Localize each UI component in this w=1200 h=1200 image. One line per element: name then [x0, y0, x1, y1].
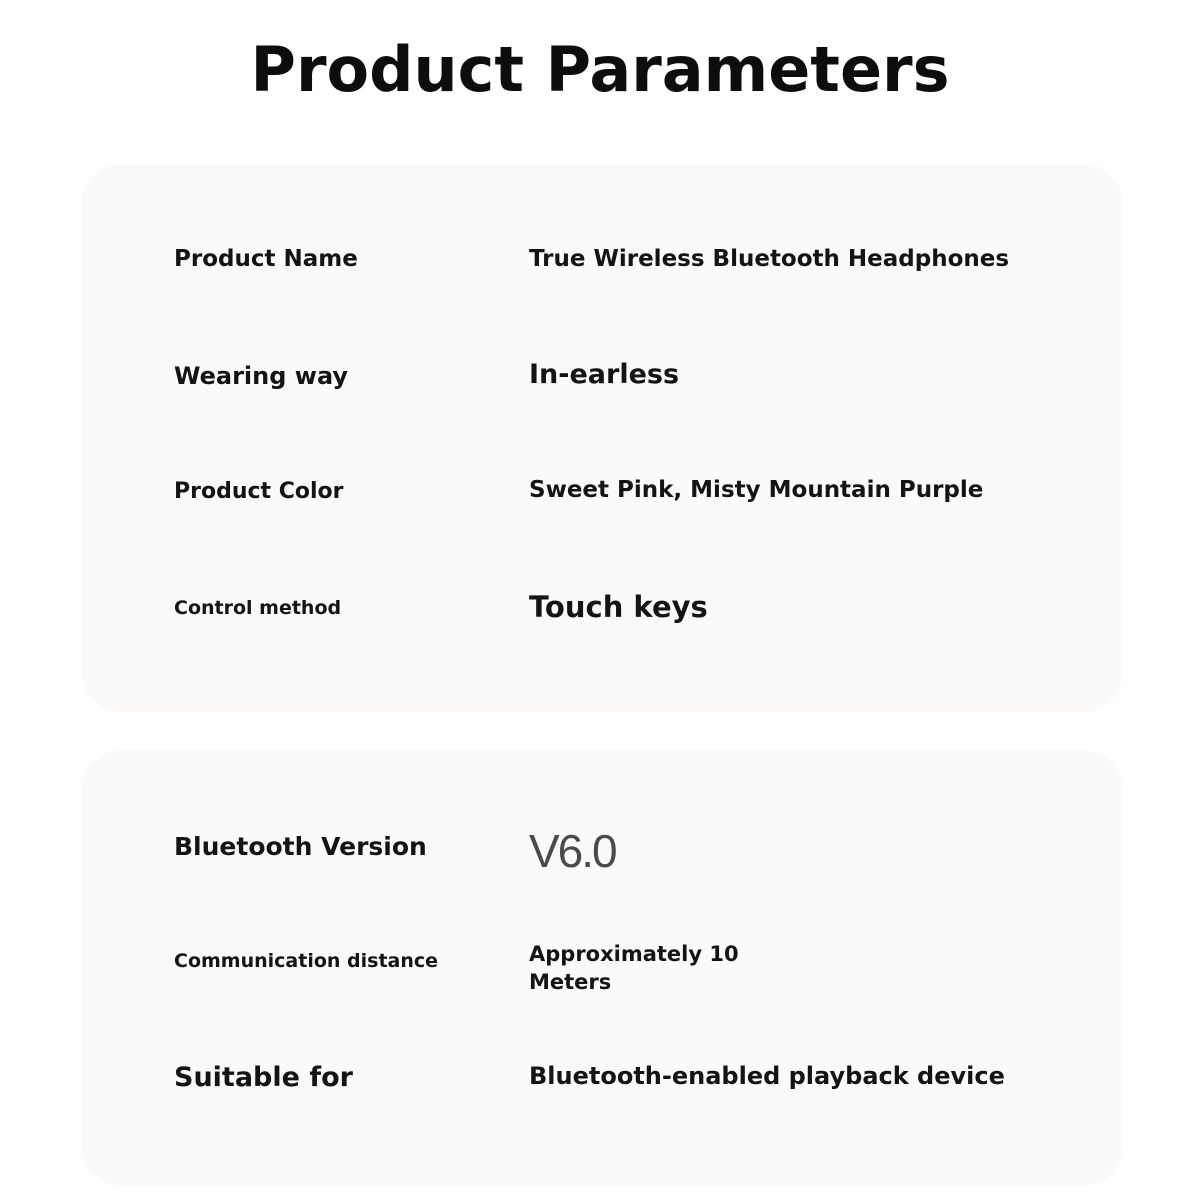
- param-label: Wearing way: [174, 362, 349, 390]
- parameters-card-connectivity: [82, 750, 1122, 1186]
- page-title: Product Parameters: [250, 33, 950, 106]
- param-value: Sweet Pink, Misty Mountain Purple: [529, 477, 984, 503]
- param-value: Bluetooth-enabled playback device: [529, 1062, 1005, 1090]
- param-label: Control method: [174, 597, 342, 619]
- param-label: Suitable for: [174, 1062, 353, 1093]
- param-label: Product Name: [174, 246, 358, 272]
- param-value: Approximately 10 Meters: [529, 942, 739, 994]
- parameters-card-general: [82, 164, 1122, 712]
- param-value: True Wireless Bluetooth Headphones: [529, 246, 1010, 272]
- param-value: In-earless: [529, 359, 680, 390]
- param-value: Touch keys: [529, 590, 708, 624]
- param-label: Product Color: [174, 479, 344, 504]
- param-label: Communication distance: [174, 950, 439, 972]
- param-value: V6.0: [529, 825, 616, 877]
- param-label: Bluetooth Version: [174, 832, 427, 861]
